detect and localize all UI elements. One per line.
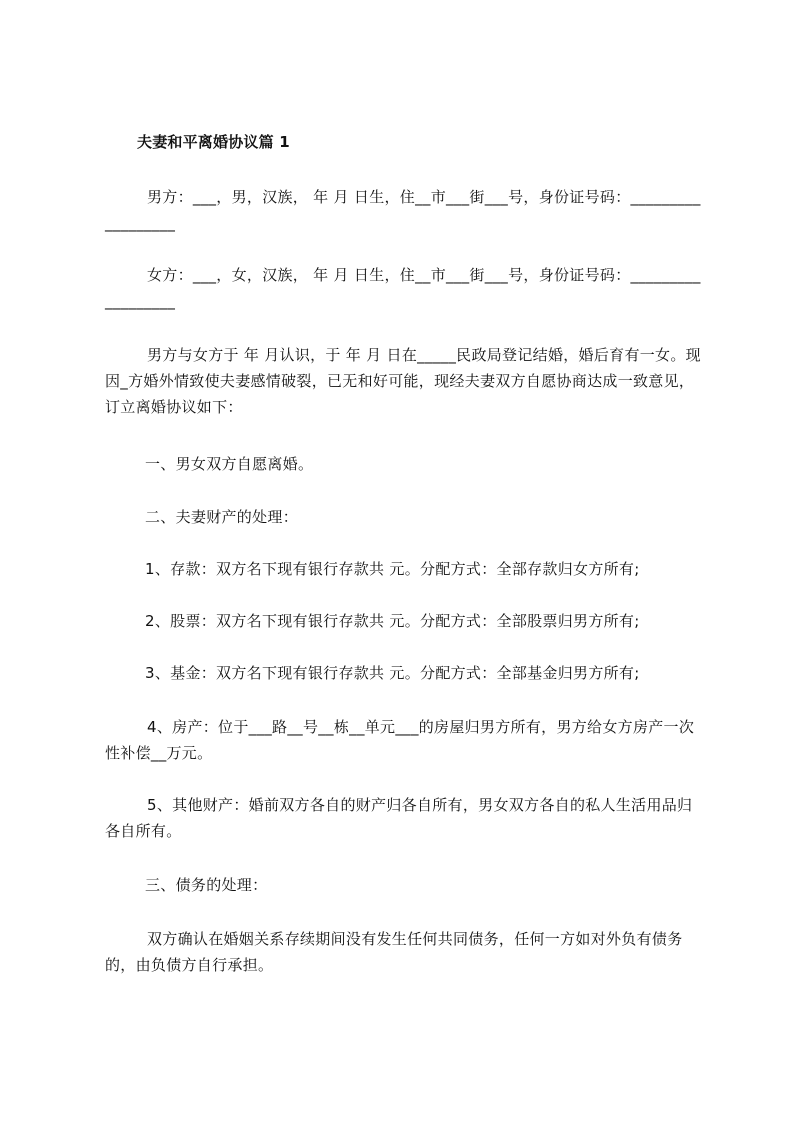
clause-1-heading: 一、男女双方自愿离婚。 — [145, 455, 314, 473]
debt-paragraph: 双方确认在婚姻关系存续期间没有发生任何共同债务，任何一方如对外负有债务的，由负债方自行承担。 — [105, 930, 683, 974]
clause-3-heading: 三、债务的处理： — [145, 876, 268, 894]
intro-paragraph: 男方与女方于 年 月认识，于 年 月 日在_____民政局登记结婚，婚后育有一女。现因_方婚外情致使夫妻感情破裂，已无和好可能，现经夫妻双方自愿协商达成一致意见，订立离婚协议如下： — [105, 346, 701, 416]
property-item-5: 5、其他财产：婚前双方各自的财产归各自所有，男女双方各自的私人生活用品归各自所有。 — [105, 796, 693, 840]
woman-info-paragraph: 女方：___，女，汉族， 年 月 日生，住__市___街___号，身份证号码：__________________ — [105, 266, 701, 310]
property-item-1: 1、存款：双方名下现有银行存款共 元。分配方式：全部存款归女方所有; — [145, 560, 640, 578]
property-item-4: 4、房产：位于___路__号__栋__单元___的房屋归男方所有，男方给女方房产一次性补偿__万元。 — [105, 718, 695, 762]
property-item-3: 3、基金：双方名下现有银行存款共 元。分配方式：全部基金归男方所有; — [145, 664, 640, 682]
property-item-2: 2、股票：双方名下现有银行存款共 元。分配方式：全部股票归男方所有; — [145, 612, 640, 630]
man-info-paragraph: 男方：___，男，汉族， 年 月 日生，住__市___街___号，身份证号码：__________________ — [105, 188, 701, 232]
clause-2-heading: 二、夫妻财产的处理： — [145, 508, 299, 526]
document-title: 夫妻和平离婚协议篇 1 — [137, 133, 290, 151]
